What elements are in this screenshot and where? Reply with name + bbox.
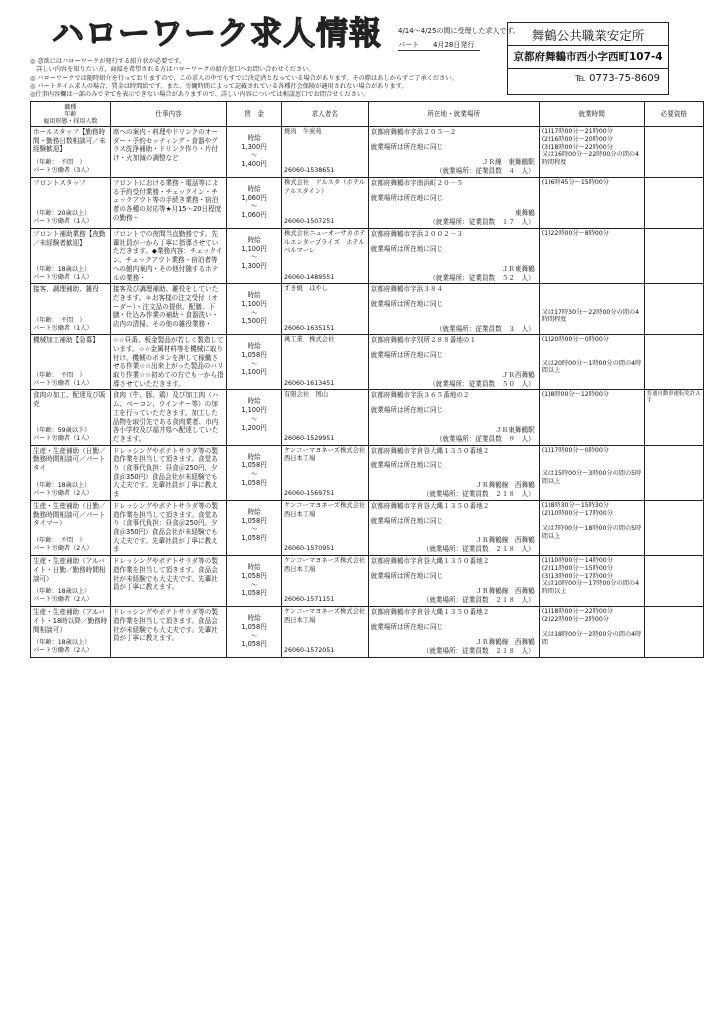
company-cell [281,284,368,335]
company-cell [281,500,372,555]
employee-count: （就業場所：従業員数 ２１８ 人） [422,490,535,499]
job-age: （年齢： 不問 ） [33,537,86,545]
pay-unit: 時給 [247,134,261,142]
job-row [31,607,704,658]
workplace: 就業場所は所在地に同じ [370,622,444,631]
requirements: 普通自動車運転免許ＡＴ [644,390,703,445]
requirements [644,229,703,284]
pay-cell [227,607,282,658]
location-cell [368,556,539,607]
employee-count: （就業場所：従業員数 ２１８ 人） [422,647,535,656]
pay-max: 1,100円 [241,368,267,377]
job-number: 26060-1613451 [283,379,335,387]
col-req: 必要資格 [644,102,703,127]
job-number: 26060-1570951 [283,545,335,553]
pay-cell [227,500,282,555]
company-cell [281,127,368,178]
location-cell [368,127,539,178]
workplace: 就業場所は所在地に同じ [370,461,444,470]
company-name: ケンコーマヨネーズ株式会社 西日本工場 [283,557,372,573]
pay-max: 1,500円 [241,317,267,326]
col-duties: 仕事内容 [110,102,226,127]
work-hours: (1)18時00分～22時00分 (2)22時00分～2時00分 又は18時00分～2時00分の間の4時間 [539,607,644,658]
pay-max: 1,300円 [241,262,267,271]
pay-unit: 時給 [247,397,261,406]
location-cell [368,390,539,445]
station: ＪＲ線 東舞鶴駅 [481,158,535,167]
publish-date: 4月28日発行 [433,41,475,49]
job-employment: パート労働者（3人） [33,167,93,175]
address: 京都府舞鶴市字浜２００２－３ [370,230,463,238]
note-line: ◎ 意欲にはハローワークが発行する紹介状が必要です。 [30,58,186,65]
job-employment: パート労働者（1人） [33,379,93,387]
pay-sep: ～ [250,253,258,262]
company-name: ケンコーマヨネーズ株式会社 西日本工場 [283,608,372,624]
pay-max: 1,200円 [241,423,267,432]
job-duties: ドレッシングやポテトサラダ等の製造作業を担当して頂きます。食堂あり（食事代負担：昼食＠250円、夕食＠350円）食品会社が未経験でも大丈夫です。先輩社員が丁寧に教えま [110,500,226,555]
company-cell [281,178,368,229]
station: ＪＲ東舞鶴 [501,264,535,273]
workplace: 就業場所は所在地に同じ [370,244,444,253]
station: 東舞鶴 [514,209,535,218]
work-hours: (1)8時00分～12時00分 [539,390,644,445]
job-title: 生産・生産補助（アルバイト・日勤／勤務時間相談可） [33,557,106,583]
pay-sep: ～ [250,525,258,534]
work-hours: (1)17時00分～0時00分 又は15時00分～3時00分の間の5時間以上 [539,445,644,500]
job-title: 生産・生産補助（アルバイト・18時以降／勤務時間相談可） [33,608,108,634]
company-name: すき焼 はやし [283,285,329,293]
job-type-cell [31,127,111,178]
pay-max: 1,058円 [241,533,267,542]
workplace: 就業場所は所在地に同じ [370,299,444,308]
address: 京都府舞鶴市字南浜町２０－５ [370,179,463,187]
note-line: ◎ ハローワークでは随時紹介を行っておりますので、この求人の中でもすでに決定済となっている場合があります。その際はあしからずご了承ください。 [30,74,458,82]
address: 京都府舞鶴市字倉谷大縄１３５０番地２ [370,608,490,617]
employee-count: （就業場所：従業員数 ３ 人） [435,324,535,333]
workplace: 就業場所は所在地に同じ [370,142,444,151]
job-duties: フロントにおける業務・電話等による予約受付業務・チェックイン・チェックアウト等の手続き業務・宿泊者の各種の対応等★月15～20日程度の勤務・ [110,178,226,229]
workplace: 就業場所は所在地に同じ [370,571,444,580]
pay-min: 1,058円 [241,350,267,359]
company-name: ケンコーマヨネーズ株式会社 西日本工場 [283,501,372,518]
employee-count: （就業場所：従業員数 ５２ 人） [429,273,535,282]
job-number: 26060-1489551 [283,273,335,281]
job-age: （年齢：18歳以上） [33,588,91,596]
company-name: 株式会社ニューオーサカホテルエンタープライズ ホテルベルマーレ [283,230,366,255]
pay-cell [227,335,282,390]
work-hours: (1)17時00分～21時00分 (2)16時00分～20時00分 (3)18時00分～22時00分 又は16時00分～22時00分の間の4時間程度 [539,127,644,178]
job-title: ホールスタッフ【勤務時間・勤務日数相談可／未経験歓迎】 [33,128,106,154]
location-cell [368,607,539,658]
job-title: フロントスタッフ [33,179,86,187]
job-row [31,500,704,555]
employee-count: （就業場所：従業員数 ４ 人） [435,167,535,176]
pay-unit: 時給 [247,236,261,244]
job-row [31,335,704,390]
company-name: 焼肉 牛炭苑 [283,128,322,135]
company-name: 株式会社 アルスタ（ホテルアルスタイン） [283,179,366,195]
location-cell [368,178,539,229]
station: ＪＲ舞鶴線 西舞鶴 [475,481,535,490]
pay-min: 1,060円 [241,193,267,202]
job-duties: ☆☆昼番、板金製品が若しく製造しています。☆☆金属材料等を機械に取り付け、機械のボタンを押して稼働させる作業☆☆出来上がった製品のバリ取り作業☆☆初めての方でも一から指導させていただきます。 [110,335,226,390]
pay-min: 1,300円 [241,142,267,151]
pay-cell [227,390,282,445]
job-duties: 席への案内・料理やドリンクのオーダー・予約セッティング・食器やグラス洗浄補助・ドリンク作り・片付け・火加減の調整など [110,127,226,178]
col-hours: 就業時間 [539,102,644,127]
workplace: 就業場所は所在地に同じ [370,193,444,202]
job-employment: パート労働者（2人） [33,596,93,604]
work-hours: 又は17時30分～22時00分の間の4時間程度 [539,284,644,335]
job-employment: パート労働者（2人） [33,545,93,553]
workplace: 就業場所は所在地に同じ [370,516,444,525]
job-row [31,445,704,500]
employee-count: （就業場所：従業員数 ２１８ 人） [422,545,535,554]
employee-count: （就業場所：従業員数 ２１８ 人） [422,596,535,605]
requirements [644,178,703,229]
pay-cell [227,284,282,335]
pay-unit: 時給 [247,185,261,193]
job-type-cell [31,229,111,284]
page-title: ハローワーク求人情報 [52,14,383,52]
location-cell [368,284,539,335]
employee-count: （就業場所：従業員数 １７ 人） [429,218,535,227]
job-age: （年齢：18歳以上） [33,265,91,273]
location-cell [368,335,539,390]
office-tel: ℡ 0773-75-8609 [575,73,660,84]
col-jobtype: 職種 年齢 雇用形態・採用人数 [31,102,111,127]
location-cell [368,229,539,284]
job-type-cell [31,607,111,658]
pay-cell [227,178,282,229]
note-line: ◎仕事内容欄は一部のみで全てを表示できない場合がありますので、詳しい内容については相談窓口でお問合せください。 [30,91,370,99]
accept-period: 4/14～4/25の間に受理した求人です。 [398,27,520,35]
job-number: 26060-1507251 [283,218,335,226]
requirements [644,556,703,607]
job-row [31,229,704,284]
job-row [31,178,704,229]
station: ＪＲ舞鶴線 西舞鶴 [475,536,535,545]
job-employment: パート労働者（1人） [33,218,93,226]
address: 京都府舞鶴市字倉谷大縄１３５０番地２ [370,557,490,566]
pay-cell [227,556,282,607]
job-employment: パート労働者（1人） [33,273,93,281]
pay-min: 1,058円 [241,571,267,580]
pay-max: 1,400円 [241,160,267,169]
job-age: （年齢： 不問 ） [33,371,86,379]
pay-unit: 時給 [247,291,261,300]
pay-sep: ～ [250,151,258,160]
company-cell [281,229,368,284]
company-cell [281,607,372,658]
address: 京都府舞鶴市字倉谷大縄１３５０番地２ [370,501,490,510]
job-row [31,127,704,178]
pay-max: 1,058円 [241,589,267,598]
job-age: （年齢： 不問 ） [33,316,86,324]
pay-sep: ～ [250,470,258,479]
pay-sep: ～ [250,202,258,211]
pay-unit: 時給 [247,614,261,623]
job-duties: ドレッシングやポテトサラダ等の製造作業を担当して頂きます。食品会社が未経験でも大丈夫です。先輩社員が丁寧に教えます。 [110,556,226,607]
address: 京都府舞鶴市字倉谷大縄１３５０番地２ [370,446,490,455]
requirements [644,445,703,500]
workplace: 就業場所は所在地に同じ [370,350,444,359]
pay-sep: ～ [250,580,258,589]
address: 京都府舞鶴市字浜３６５番地の２ [370,391,470,400]
job-employment: パート労働者（1人） [33,324,93,332]
station: ＪＲ東舞鶴駅 [495,425,535,434]
station: ＪＲ舞鶴線 西舞鶴 [475,587,535,596]
workplace: 就業場所は所在地に同じ [370,406,444,415]
note-line: ◎ パートタイム求人の場合、賃金は時間給です。また、労働時間によって記載されている各種社会保険が適用されない場合があります。 [30,82,408,90]
col-pay: 賃 金 [227,102,282,127]
requirements [644,127,703,178]
job-employment: パート労働者（1人） [33,434,93,442]
job-age: （年齢：59歳以下） [33,426,91,434]
job-row [31,556,704,607]
work-hours: (1)22時00分～8時00分 [539,229,644,284]
company-cell [281,335,368,390]
publish-kind: パート [398,41,419,49]
pay-sep: ～ [250,359,258,368]
job-duties: 接客及び調理補助、雑役をしていただきます。＊お客様の注文受付（オーダー）・注文品の提供、配膳、下膳・仕込み作業の補助・食器洗い・店内の清掃、その他の雑役業務・ [110,284,226,335]
pay-min: 1,100円 [241,299,267,308]
company-name: 有限会社 国山 [283,391,329,399]
publish-info [398,40,480,51]
job-title: 接客、調理補助、雑役 [33,285,99,294]
pay-cell [227,445,282,500]
pay-cell [227,127,282,178]
job-type-cell [31,335,111,390]
job-title: 生産・生産補助（日勤／勤務時間相談可／パートタイマー） [33,501,106,528]
location-cell [368,500,539,555]
job-duties: フロントでの夜間当直勤務です。先輩社員が一から丁寧に指導させていただきます。◆業務内容：チェックイン、チェックアウト業務・宿泊者等への館内案内・その他付随するホテルの業務・ [110,229,226,284]
job-employment: パート労働者（2人） [33,490,93,498]
col-location: 所在地・就業場所 [368,102,539,127]
office-address: 京都府舞鶴市西小字西町107-4 [508,45,668,69]
job-title: 機械加工補助【急募】 [33,336,99,345]
job-duties: 食肉（牛、豚、鶏）及び加工肉（ハム、ベーコン、ウインナー等）の加工を行っていただきます。加工した品物を取引先である食肉業者、市内各小学校及び福井県へ配達していただきます。 [110,390,226,445]
job-number: 26060-1572051 [283,647,335,655]
requirements [644,284,703,335]
job-type-cell [31,445,111,500]
job-title: 食肉の加工、配達及び販売 [33,391,106,409]
location-cell [368,445,539,500]
pay-max: 1,058円 [241,478,267,487]
pay-sep: ～ [250,631,258,640]
work-hours: (1)10時00分～14時00分 (2)11時00分～15時00分 (3)13時00分～17時00分 又は10時00分～17時00分の間の4時間以上 [539,556,644,607]
company-cell [281,390,368,445]
address: 京都府舞鶴市字別所２８８番地の１ [370,336,477,345]
job-age: （年齢： 不問 ） [33,159,86,167]
company-cell [281,556,372,607]
requirements [644,335,703,390]
company-name: ケンコーマヨネーズ株式会社 西日本工場 [283,446,372,463]
employee-count: （就業場所：従業員数 ５０ 人） [429,379,535,388]
requirements [644,607,703,658]
job-type-cell [31,178,111,229]
requirements [644,500,703,555]
pay-cell [227,229,282,284]
job-type-cell [31,284,111,335]
job-row [31,390,704,445]
work-hours: (1)20時00分～0時00分 又は20時00分～1時00分の間の4時間以上 [539,335,644,390]
pay-unit: 時給 [247,342,261,351]
pay-min: 1,058円 [241,461,267,470]
pay-sep: ～ [250,414,258,423]
job-table [30,101,704,658]
station: ＪＲ西舞鶴 [501,370,535,379]
office-name: 舞鶴公共職業安定所 [531,28,645,43]
pay-unit: 時給 [247,563,261,572]
note-line: 詳しい内容を知りたい方、面接を希望される方はハローワークの紹介窓口へお問い合わせください。 [30,66,315,74]
pay-unit: 時給 [247,507,261,516]
pay-sep: ～ [250,308,258,317]
notes [30,58,458,99]
job-employment: パート労働者（2人） [33,647,93,655]
job-type-cell [31,390,111,445]
work-hours: (1)6時45分～15時00分 [539,178,644,229]
job-type-cell [31,556,111,607]
job-title: 生産・生産補助（日勤／勤務時間相談可／パートタイ [33,446,106,473]
job-number: 26060-1635151 [283,324,335,332]
pay-unit: 時給 [247,452,261,461]
pay-min: 1,058円 [241,516,267,525]
job-type-cell [31,500,111,555]
work-hours: (1)8時30分～15時30分 (2)10時00分～17時00分 又は7時00分～18時00分の間の5時間以上 [539,500,644,555]
job-row [31,284,704,335]
job-duties: ドレッシングやポテトサラダ等の製造作業を担当して頂きます。食堂あり（食事代負担：昼食＠250円、夕食＠350円）食品会社が未経験でも大丈夫です。先輩社員が丁寧に教えま [110,445,226,500]
pay-min: 1,100円 [241,244,267,253]
pay-min: 1,100円 [241,406,267,415]
job-age: （年齢：18歳以上） [33,639,91,647]
employee-count: （就業場所：従業員数 ９ 人） [435,434,535,443]
address: 京都府舞鶴市字浜２０５－２ [370,128,457,136]
pay-max: 1,060円 [241,211,267,220]
job-duties: ドレッシングやポテトサラダ等の製造作業を担当して頂きます。食品会社が未経験でも大丈夫です。先輩社員が丁寧に教えます。 [110,607,226,658]
address: 京都府舞鶴市字浜３８４ [370,285,444,294]
col-company: 求人者名 [281,102,368,127]
job-age: （年齢：20歳以上） [33,210,91,218]
office-box [507,22,669,95]
company-name: 萬工業 株式会社 [283,336,335,344]
job-number: 26060-1529951 [283,434,335,442]
pay-min: 1,058円 [241,622,267,631]
job-title: フロント補助業務【夜勤／未経験者歓迎】 [33,230,106,247]
company-cell [281,445,372,500]
job-age: （年齢：18歳以上） [33,482,91,490]
station: ＪＲ舞鶴線 西舞鶴 [475,638,535,647]
job-number: 26060-1569751 [283,490,335,498]
job-number: 26060-1538651 [283,167,335,175]
pay-max: 1,058円 [241,640,267,649]
job-number: 26060-1571151 [283,596,335,604]
